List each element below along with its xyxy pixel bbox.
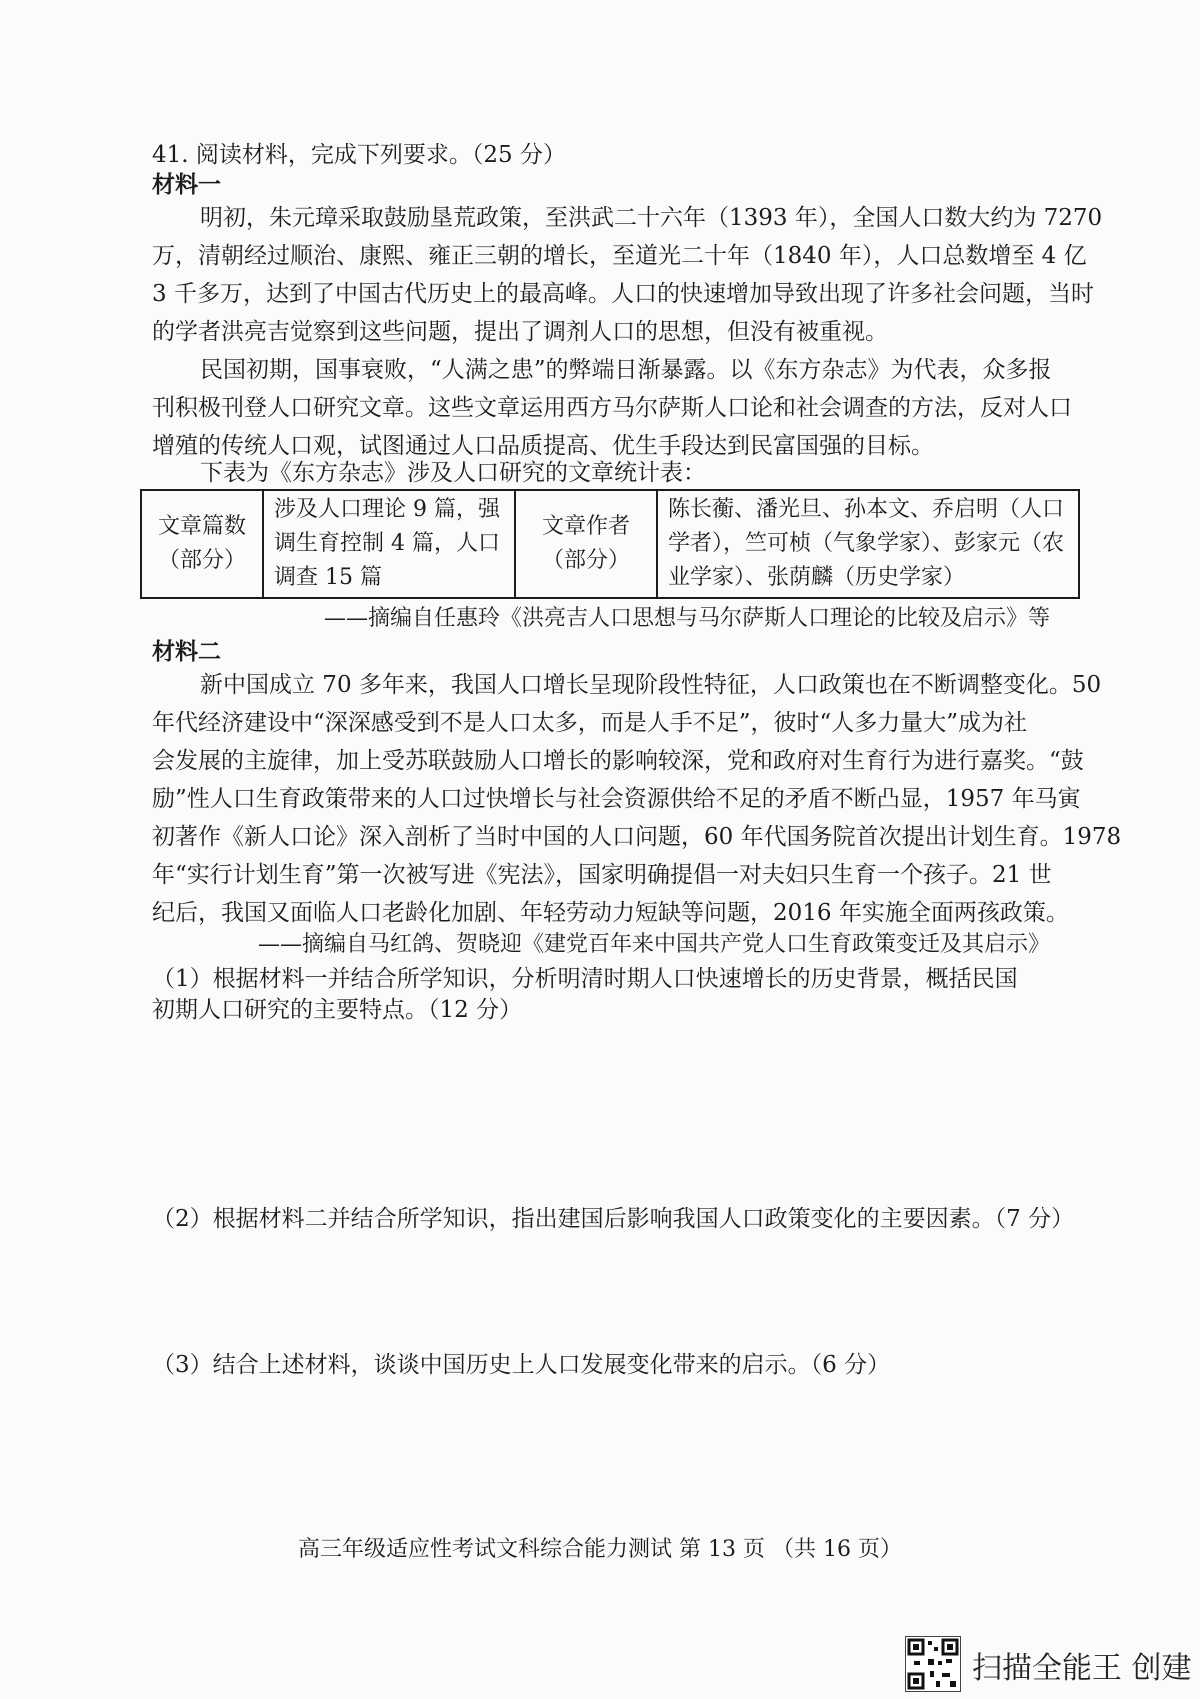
article-stats-table bbox=[140, 489, 1080, 599]
cell-text: （部分） bbox=[157, 548, 246, 573]
table-cell bbox=[657, 490, 1079, 598]
material1-line: 刊积极刊登人口研究文章。这些文章运用西方马尔萨斯人口论和社会调查的方法，反对人口 bbox=[152, 395, 1072, 421]
cell-text: 涉及人口理论 9 篇，强 bbox=[274, 497, 500, 522]
material2-line: 纪后，我国又面临人口老龄化加剧、年轻劳动力短缺等问题，2016 年实施全面两孩政策。 bbox=[152, 900, 1069, 926]
material1-line: 民国初期，国事衰败，“人满之患”的弊端日渐暴露。以《东方杂志》为代表，众多报 bbox=[200, 357, 1052, 383]
material2-heading: 材料二 bbox=[152, 639, 221, 665]
cell-text: 文章作者 bbox=[541, 514, 630, 539]
table-row bbox=[141, 490, 1079, 598]
cell-text: 学者），竺可桢（气象学家）、彭家元（农 bbox=[668, 531, 1065, 556]
material2-line: 励”性人口生育政策带来的人口过快增长与社会资源供给不足的矛盾不断凸显，1957 年马寅 bbox=[152, 786, 1081, 812]
cell-text: 陈长蘅、潘光旦、孙本文、乔启明（人口 bbox=[668, 497, 1065, 522]
cell-text: 业学家）、张荫麟（历史学家） bbox=[668, 565, 966, 590]
table-cell bbox=[141, 490, 263, 598]
subquestion-1: （1）根据材料一并结合所学知识，分析明清时期人口快速增长的历史背景，概括民国 bbox=[152, 966, 1018, 992]
subquestion-2: （2）根据材料二并结合所学知识，指出建国后影响我国人口政策变化的主要因素。（7 分） bbox=[152, 1206, 1075, 1232]
cell-text: 调生育控制 4 篇，人口 bbox=[274, 531, 500, 556]
material2-line: 会发展的主旋律，加上受苏联鼓励人口增长的影响较深，党和政府对生育行为进行嘉奖。“鼓 bbox=[152, 748, 1084, 774]
material2-source: ——摘编自马红鸽、贺晓迎《建党百年来中国共产党人口生育政策变迁及其启示》 bbox=[257, 932, 1050, 957]
material1-line: 的学者洪亮吉觉察到这些问题，提出了调剂人口的思想，但没有被重视。 bbox=[152, 319, 888, 345]
page-footer: 高三年级适应性考试文科综合能力测试 第 13 页 （共 16 页） bbox=[298, 1537, 902, 1562]
material2-line: 初著作《新人口论》深入剖析了当时中国的人口问题，60 年代国务院首次提出计划生育。1978 bbox=[152, 824, 1122, 850]
table-cell bbox=[515, 490, 657, 598]
cell-text: （部分） bbox=[541, 548, 630, 573]
material1-line: 3 千多万，达到了中国古代历史上的最高峰。人口的快速增加导致出现了许多社会问题，当时 bbox=[152, 281, 1094, 307]
material1-source: ——摘编自任惠玲《洪亮吉人口思想与马尔萨斯人口理论的比较及启示》等 bbox=[323, 606, 1050, 631]
material1-line: 明初，朱元璋采取鼓励垦荒政策，至洪武二十六年（1393 年），全国人口数大约为 7270 bbox=[200, 205, 1103, 231]
question-title: 41. 阅读材料，完成下列要求。（25 分） bbox=[152, 142, 566, 168]
subquestion-1-cont: 初期人口研究的主要特点。（12 分） bbox=[152, 997, 523, 1023]
table-cell bbox=[263, 490, 515, 598]
material2-line: 年代经济建设中“深深感受到不是人口太多，而是人手不足”，彼时“人多力量大”成为社 bbox=[152, 710, 1028, 736]
cell-text: 调查 15 篇 bbox=[274, 565, 382, 590]
qr-code-icon bbox=[905, 1636, 961, 1692]
subquestion-3: （3）结合上述材料，谈谈中国历史上人口发展变化带来的启示。（6 分） bbox=[152, 1352, 891, 1378]
material1-line: 万，清朝经过顺治、康熙、雍正三朝的增长，至道光二十年（1840 年），人口总数增至 4 亿 bbox=[152, 243, 1087, 269]
material1-line: 增殖的传统人口观，试图通过人口品质提高、优生手段达到民富国强的目标。 bbox=[152, 433, 934, 459]
scanner-watermark: 扫描全能王 创建 bbox=[972, 1651, 1192, 1686]
cell-text: 文章篇数 bbox=[157, 514, 246, 539]
material2-line: 年“实行计划生育”第一次被写进《宪法》，国家明确提倡一对夫妇只生育一个孩子。21 世 bbox=[152, 862, 1052, 888]
material2-line: 新中国成立 70 多年来，我国人口增长呈现阶段性特征，人口政策也在不断调整变化。50 bbox=[200, 672, 1102, 698]
material1-line: 下表为《东方杂志》涉及人口研究的文章统计表： bbox=[200, 460, 706, 486]
material1-heading: 材料一 bbox=[152, 172, 221, 198]
